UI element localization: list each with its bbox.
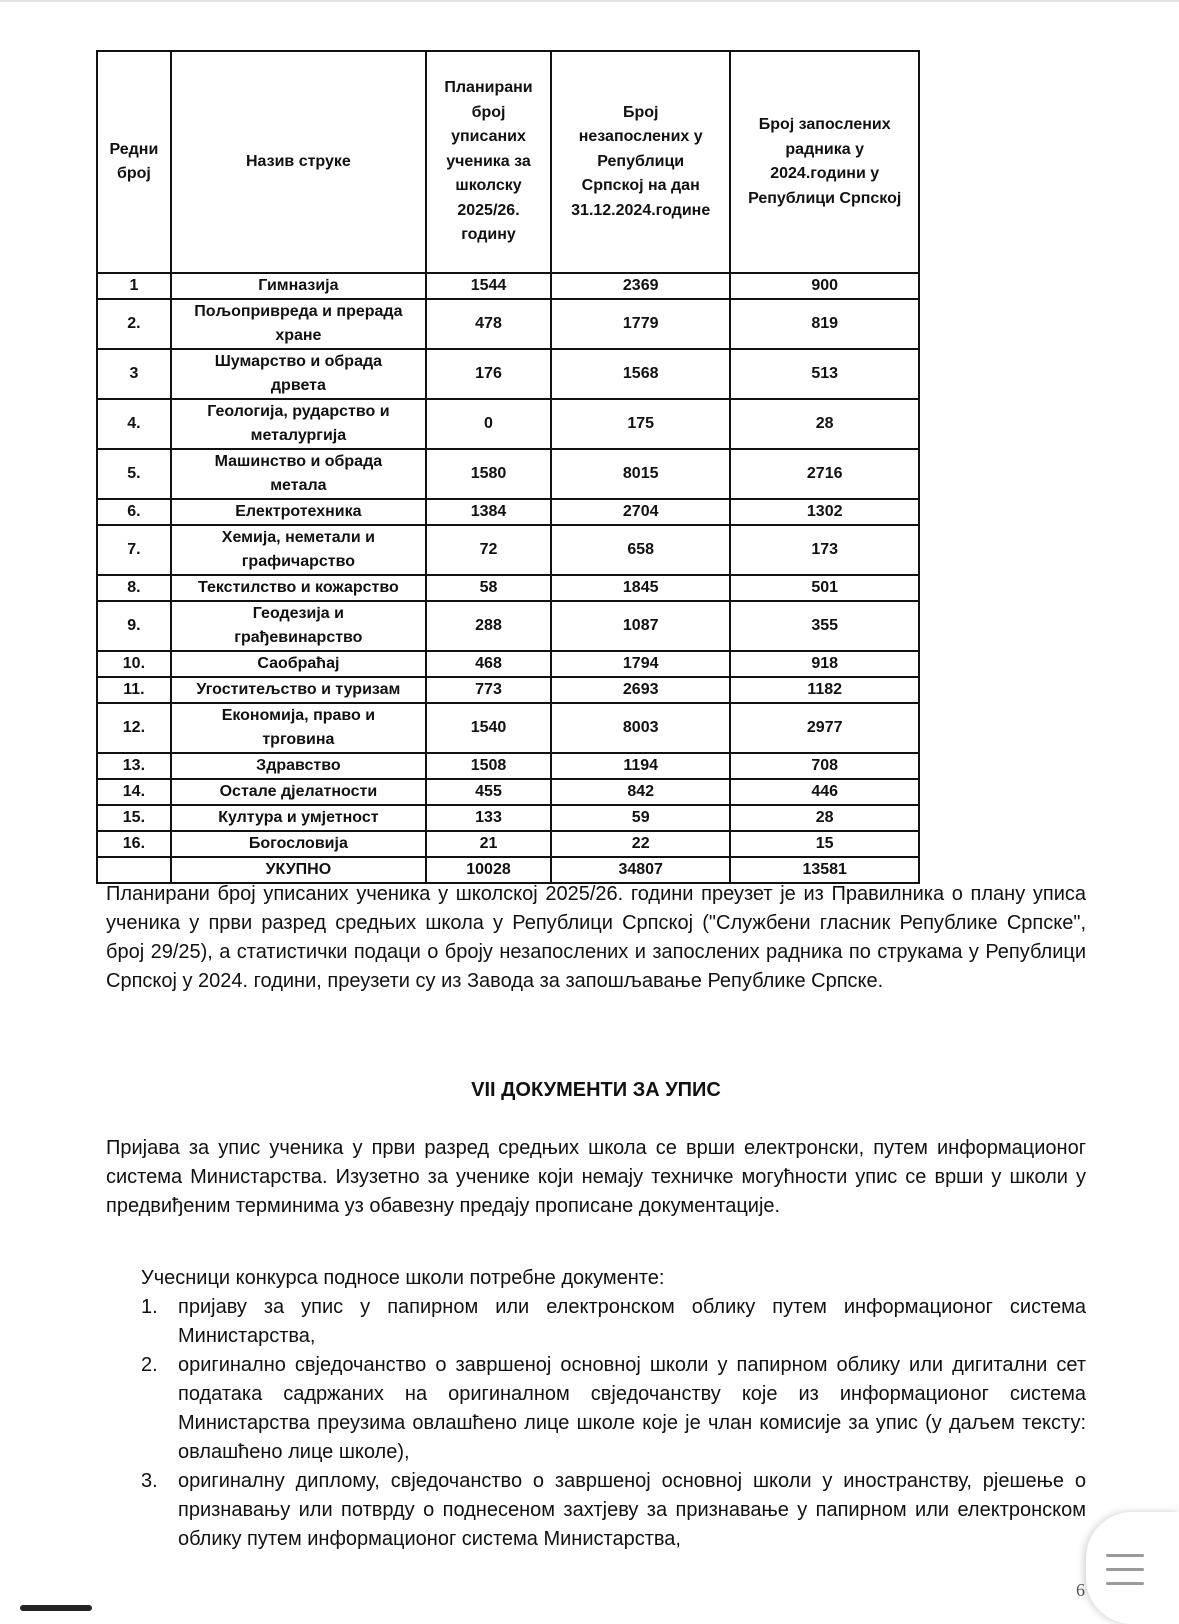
cell-employed: 28: [730, 399, 919, 449]
cell-planned: 0: [426, 399, 551, 449]
cell-employed: 446: [730, 779, 919, 805]
cell-planned: 468: [426, 651, 551, 677]
cell-row-number: 9.: [97, 601, 171, 651]
table-row: [97, 753, 919, 779]
cell-planned: 1544: [426, 273, 551, 299]
cell-row-number: 8.: [97, 575, 171, 601]
header-unemployed: Број незапослених у Републици Српској на дан 31.12.2024.године: [551, 51, 730, 273]
list-item-text: оригиналну диплому, свједочанство о завршеној основној школи у иностранству, рјешење о признавању или потврду о поднесеном захтјеву за признавање у папирном или електронском облику путем информационог система Министарства,: [178, 1470, 1086, 1550]
cell-row-number: 2.: [97, 299, 171, 349]
table-row: [97, 805, 919, 831]
cell-profession-name: Геологија, рударство и металургија: [171, 399, 426, 449]
cell-unemployed: 2693: [551, 677, 730, 703]
cell-profession-name: Текстилство и кожарство: [171, 575, 426, 601]
cell-profession-name: Богословија: [171, 831, 426, 857]
cell-unemployed: 842: [551, 779, 730, 805]
table-body: [97, 273, 919, 883]
cell-unemployed: 8003: [551, 703, 730, 753]
cell-employed: 513: [730, 349, 919, 399]
cell-profession-name: Пољопривреда и прерада хране: [171, 299, 426, 349]
cell-employed: 819: [730, 299, 919, 349]
cell-planned: 58: [426, 575, 551, 601]
cell-profession-name: Култура и умјетност: [171, 805, 426, 831]
cell-employed: 501: [730, 575, 919, 601]
cell-unemployed: 59: [551, 805, 730, 831]
list-item: [106, 1293, 1086, 1351]
table-row: [97, 677, 919, 703]
cell-planned: 773: [426, 677, 551, 703]
cell-profession-name: Хемија, неметали и графичарство: [171, 525, 426, 575]
cell-planned: 478: [426, 299, 551, 349]
cell-profession-name: Електротехника: [171, 499, 426, 525]
cell-planned: 10028: [426, 857, 551, 883]
table-row: [97, 831, 919, 857]
header-row-number: Редни број: [97, 51, 171, 273]
cell-row-number: 5.: [97, 449, 171, 499]
cell-row-number: 4.: [97, 399, 171, 449]
table-row: [97, 601, 919, 651]
home-indicator-bar[interactable]: [20, 1605, 92, 1611]
table-row: [97, 779, 919, 805]
table-row: [97, 651, 919, 677]
list-item-number: 1.: [141, 1296, 158, 1318]
cell-unemployed: 34807: [551, 857, 730, 883]
application-paragraph: Пријава за упис ученика у први разред средњих школа се врши електронски, путем информационог система Министарства. Изузетно за ученике који немају техничке могућности упис се врши у школи у предвиђеним терминима уз обавезну предају прописане документације.: [106, 1137, 1086, 1217]
page-number: 6: [1076, 1580, 1085, 1600]
cell-unemployed: 658: [551, 525, 730, 575]
table-row: [97, 449, 919, 499]
table-row: [97, 273, 919, 299]
cell-employed: 28: [730, 805, 919, 831]
cell-profession-name: Остале дјелатности: [171, 779, 426, 805]
cell-unemployed: 1779: [551, 299, 730, 349]
cell-employed: 15: [730, 831, 919, 857]
cell-row-number: 16.: [97, 831, 171, 857]
cell-planned: 72: [426, 525, 551, 575]
cell-profession-name: Машинство и обрада метала: [171, 449, 426, 499]
cell-row-number: 14.: [97, 779, 171, 805]
cell-employed: 13581: [730, 857, 919, 883]
cell-profession-name: УКУПНО: [171, 857, 426, 883]
cell-planned: 133: [426, 805, 551, 831]
cell-employed: 173: [730, 525, 919, 575]
list-item-number: 3.: [141, 1470, 158, 1492]
cell-unemployed: 1194: [551, 753, 730, 779]
cell-employed: 918: [730, 651, 919, 677]
table-row: [97, 703, 919, 753]
section-heading: VII ДОКУМЕНТИ ЗА УПИС: [471, 1079, 721, 1101]
menu-icon-line: [1106, 1568, 1144, 1571]
enrollment-statistics-table: [96, 50, 920, 884]
cell-planned: 21: [426, 831, 551, 857]
cell-profession-name: Геодезија и грађевинарство: [171, 601, 426, 651]
menu-icon-line: [1106, 1554, 1144, 1557]
table-row: [97, 299, 919, 349]
table-row: [97, 575, 919, 601]
cell-employed: 355: [730, 601, 919, 651]
cell-profession-name: Угоститељство и туризам: [171, 677, 426, 703]
table-row: [97, 525, 919, 575]
cell-unemployed: 175: [551, 399, 730, 449]
cell-row-number: 15.: [97, 805, 171, 831]
cell-profession-name: Гимназија: [171, 273, 426, 299]
cell-planned: 288: [426, 601, 551, 651]
cell-row-number: 6.: [97, 499, 171, 525]
cell-row-number: 13.: [97, 753, 171, 779]
floating-menu-button[interactable]: [1086, 1512, 1179, 1624]
cell-row-number: 7.: [97, 525, 171, 575]
list-intro: Учесници конкурса подносе школи потребне документе:: [141, 1267, 665, 1289]
header-planned-enrollment: Планирани број уписаних ученика за школску 2025/26. годину: [426, 51, 551, 273]
cell-row-number: 11.: [97, 677, 171, 703]
cell-profession-name: Шумарство и обрада дрвета: [171, 349, 426, 399]
cell-planned: 1540: [426, 703, 551, 753]
required-documents-list: [106, 1293, 1086, 1554]
cell-profession-name: Здравство: [171, 753, 426, 779]
cell-profession-name: Саобраћај: [171, 651, 426, 677]
cell-unemployed: 1568: [551, 349, 730, 399]
cell-unemployed: 2369: [551, 273, 730, 299]
cell-profession-name: Економија, право и трговина: [171, 703, 426, 753]
cell-unemployed: 2704: [551, 499, 730, 525]
list-item-text: пријаву за упис у папирном или електронском облику путем информационог система Министарства,: [178, 1296, 1086, 1347]
table-row: [97, 399, 919, 449]
list-item-number: 2.: [141, 1354, 158, 1376]
cell-employed: 1182: [730, 677, 919, 703]
header-employed: Број запослених радника у 2024.години у Републици Српској: [730, 51, 919, 273]
cell-unemployed: 1087: [551, 601, 730, 651]
cell-unemployed: 1845: [551, 575, 730, 601]
cell-employed: 708: [730, 753, 919, 779]
cell-employed: 2977: [730, 703, 919, 753]
source-note-paragraph: Планирани број уписаних ученика у школској 2025/26. години преузет је из Правилника о плану уписа ученика у први разред средњих школа у Републици Српској ("Службени гласник Републике Српске", број 29/25), а статистички подаци о броју незапослених и запослених радника по струкама у Републици Српској у 2024. години, преузети су из Завода за запошљавање Републике Српске.: [106, 883, 1086, 992]
top-divider: [0, 0, 1179, 2]
cell-unemployed: 1794: [551, 651, 730, 677]
cell-planned: 455: [426, 779, 551, 805]
table-header-row: [97, 51, 919, 273]
cell-employed: 900: [730, 273, 919, 299]
table-row: [97, 499, 919, 525]
cell-employed: 2716: [730, 449, 919, 499]
cell-row-number: 10.: [97, 651, 171, 677]
table-row: [97, 349, 919, 399]
list-item-text: оригинално свједочанство о завршеној основној школи у папирном облику или дигитални сет података садржаних на оригиналном свједочанству које из информационог система Министарства преузима овлашћено лице школе које је члан комисије за упис (у даљем тексту: овлашћено лице школе),: [178, 1354, 1086, 1463]
cell-row-number: 12.: [97, 703, 171, 753]
header-profession-name: Назив струке: [171, 51, 426, 273]
cell-employed: 1302: [730, 499, 919, 525]
cell-unemployed: 8015: [551, 449, 730, 499]
cell-row-number: 3: [97, 349, 171, 399]
cell-row-number: 1: [97, 273, 171, 299]
list-item: [106, 1351, 1086, 1467]
list-item: [106, 1467, 1086, 1554]
cell-planned: 1508: [426, 753, 551, 779]
cell-planned: 1384: [426, 499, 551, 525]
menu-icon-line: [1106, 1582, 1144, 1585]
cell-planned: 1580: [426, 449, 551, 499]
cell-unemployed: 22: [551, 831, 730, 857]
cell-planned: 176: [426, 349, 551, 399]
